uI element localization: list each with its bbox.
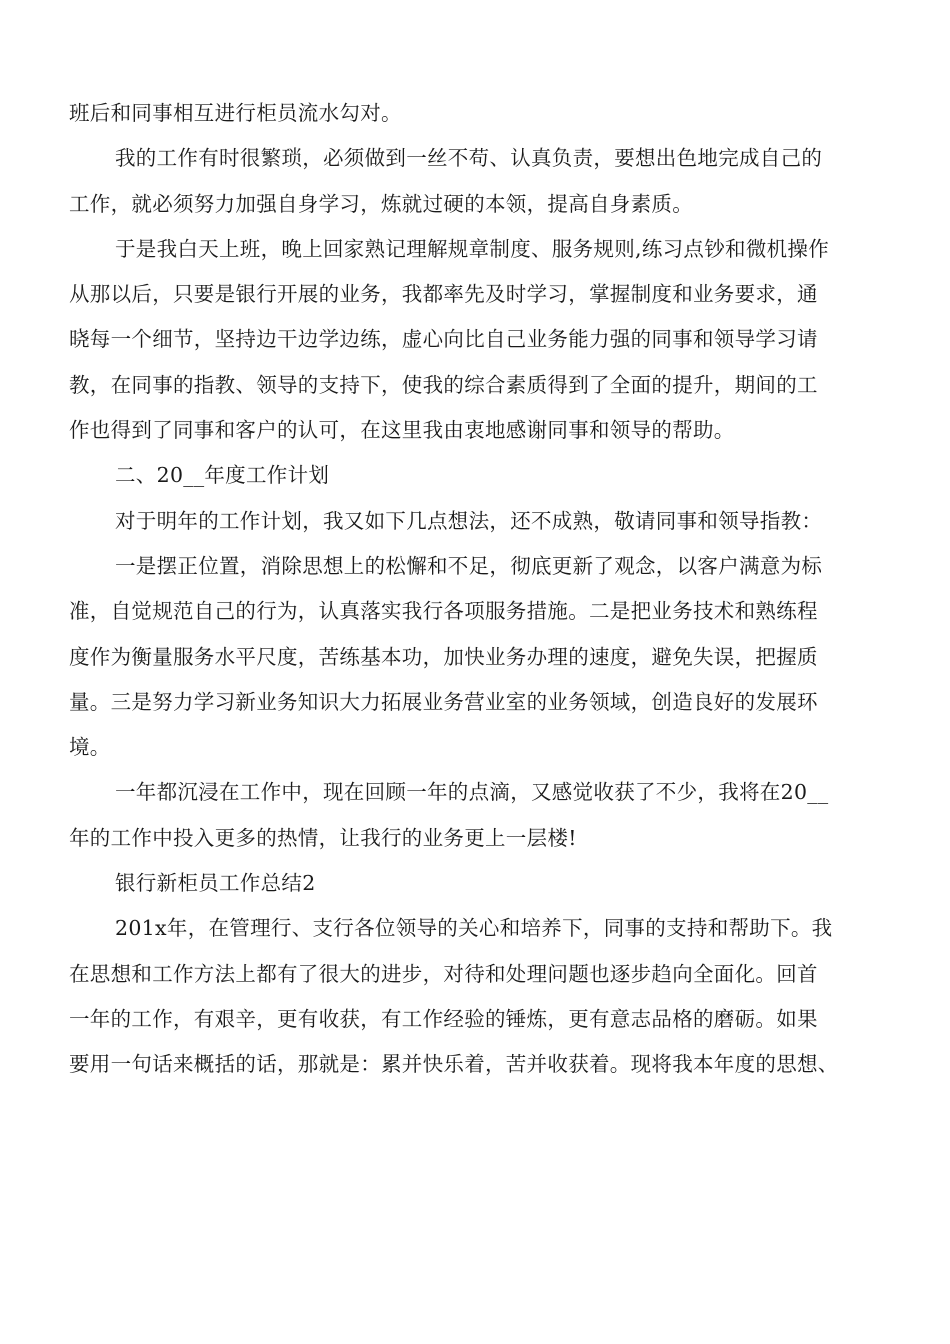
text-line: 作也得到了同事和客户的认可，在这里我由衷地感谢同事和领导的帮助。 [69,418,735,443]
text-line: 工作，就必须努力加强自身学习，炼就过硬的本领，提高自身素质。 [69,191,693,216]
text-line: 201x年，在管理行、支行各位领导的关心和培养下，同事的支持和帮助下。我 [115,916,833,941]
text-line: 准，自觉规范自己的行为，认真落实我行各项服务措施。二是把业务技术和熟练程 [69,599,818,624]
text-line: 教，在同事的指教、领导的支持下，使我的综合素质得到了全面的提升，期间的工 [69,372,818,397]
text-line: 一是摆正位置，消除思想上的松懈和不足，彻底更新了观念，以客户满意为标 [115,553,823,578]
text-line: 我的工作有时很繁琐，必须做到一丝不苟、认真负责，要想出色地完成自己的 [115,146,823,171]
text-line: 要用一句话来概括的话，那就是：累并快乐着，苦并收获着。现将我本年度的思想、 [69,1052,839,1077]
text-line: 境。 [69,735,111,760]
text-line: 班后和同事相互进行柜员流水勾对。 [69,101,402,125]
text-line: 对于明年的工作计划，我又如下几点想法，还不成熟，敬请同事和领导指教： [115,508,823,533]
text-line: 从那以后，只要是银行开展的业务，我都率先及时学习，掌握制度和业务要求，通 [69,282,818,307]
text-line: 在思想和工作方法上都有了很大的进步，对待和处理问题也逐步趋向全面化。回首 [69,961,818,986]
text-line: 于是我白天上班，晚上回家熟记理解规章制度、服务规则,练习点钞和微机操作 [115,236,830,261]
text-line: 银行新柜员工作总结2 [115,871,316,896]
text-line: 一年的工作，有艰辛，更有收获，有工作经验的锤炼，更有意志品格的磨砺。如果 [69,1006,818,1031]
document-body [69,91,883,1088]
text-line: 晓每一个细节，坚持边干边学边练，虚心向比自己业务能力强的同事和领导学习请 [69,327,818,352]
text-line: 二、20__年度工作计划 [115,463,330,488]
text-line: 年的工作中投入更多的热情，让我行的业务更上一层楼! [69,825,577,850]
text-line: 度作为衡量服务水平尺度，苦练基本功，加快业务办理的速度，避免失误，把握质 [69,644,818,669]
text-line: 量。三是努力学习新业务知识大力拓展业务营业室的业务领域，创造良好的发展环 [69,689,818,714]
text-line: 一年都沉浸在工作中，现在回顾一年的点滴，又感觉收获了不少，我将在20__ [115,780,829,805]
